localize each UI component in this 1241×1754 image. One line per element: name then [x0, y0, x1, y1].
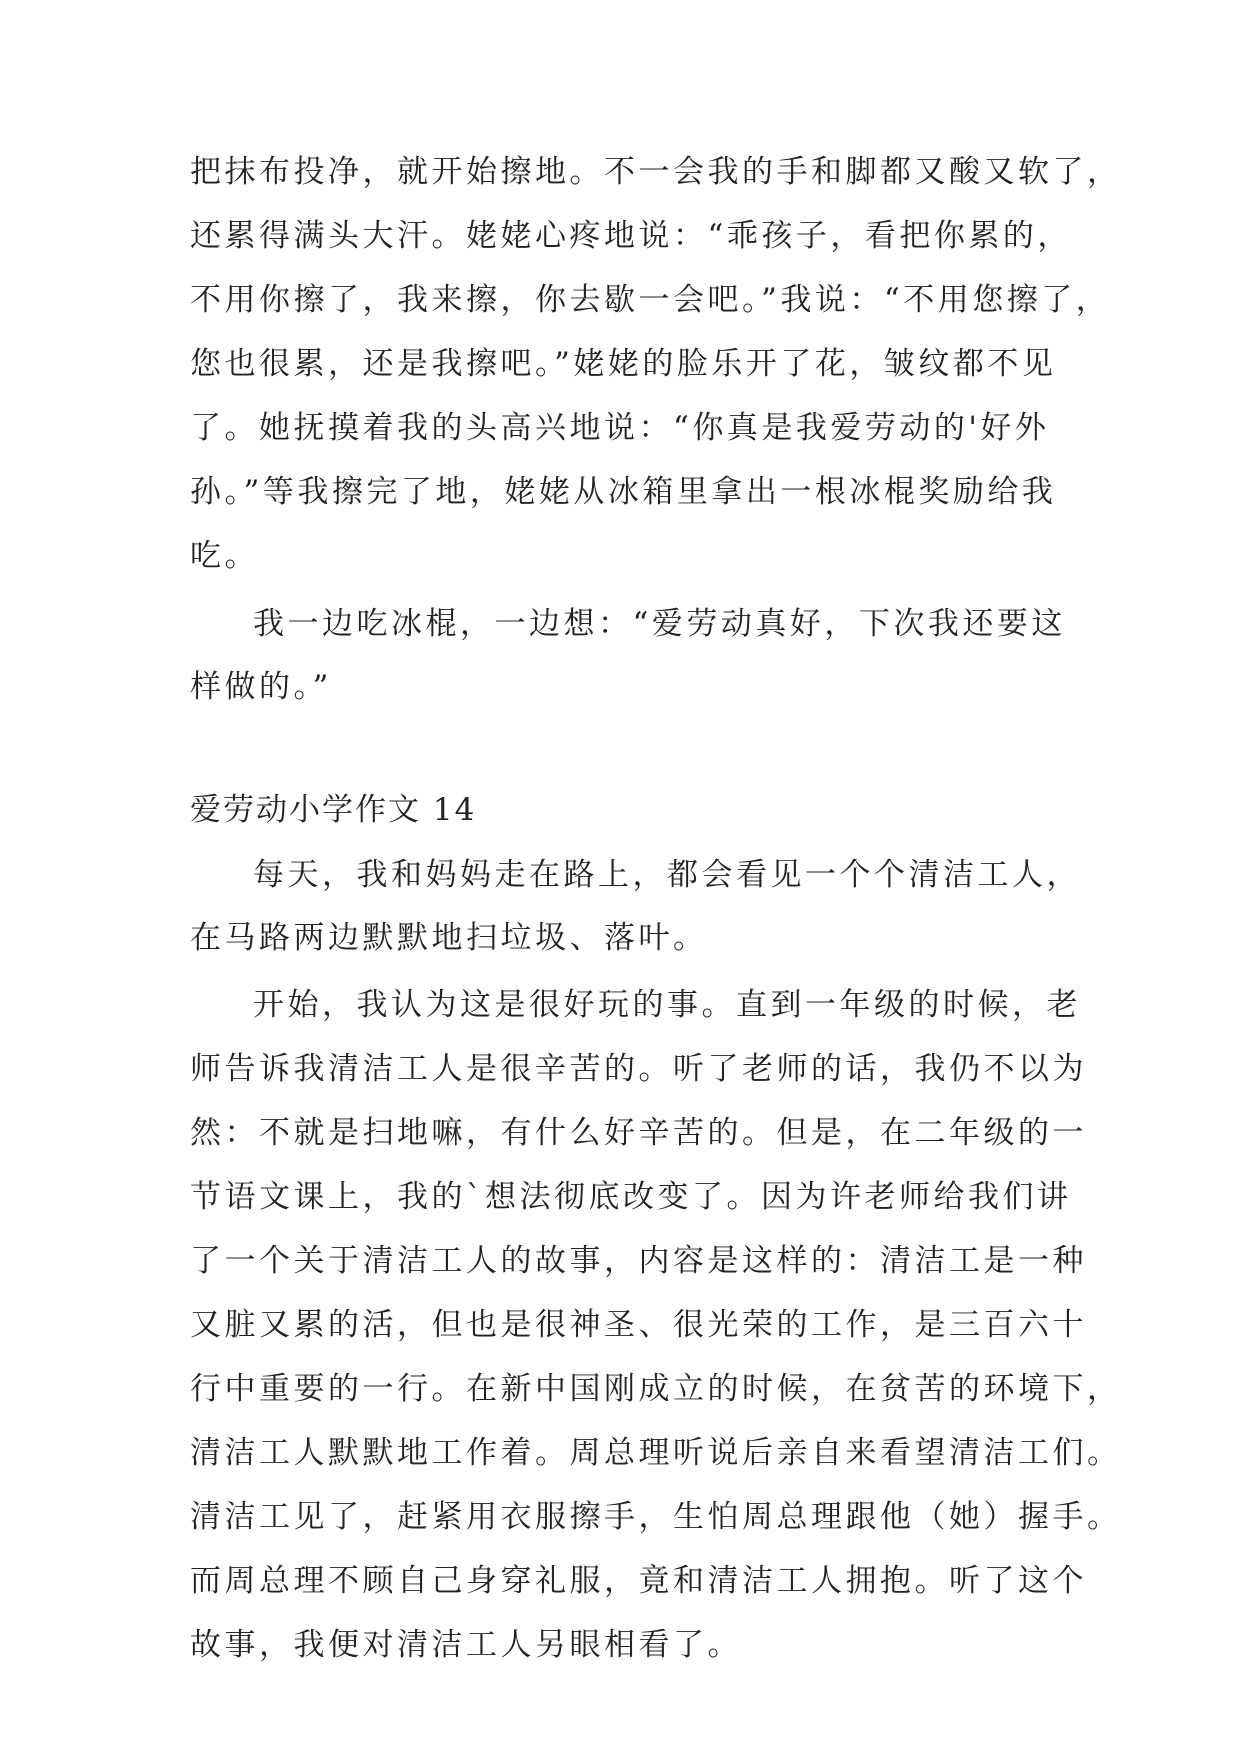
paragraph-1-line-5: 了。她抚摸着我的头高兴地说：“你真是我爱劳动的'好外	[190, 410, 1050, 446]
paragraph-4-line-7: 行中重要的一行。在新中国刚成立的时候，在贫苦的环境下，	[190, 1371, 1122, 1407]
paragraph-1-line-3: 不用你擦了，我来擦，你去歇一会吧。”我说：“不用您擦了，	[190, 282, 1111, 318]
paragraph-1-line-6: 孙。”等我擦完了地，姥姥从冰箱里拿出一根冰棍奖励给我	[190, 474, 1057, 510]
paragraph-4-line-1: 开始，我认为这是很好玩的事。直到一年级的时候，老	[253, 987, 1081, 1023]
paragraph-1-line-1: 把抹布投净，就开始擦地。不一会我的手和脚都又酸又软了，	[190, 154, 1122, 190]
paragraph-4-line-8: 清洁工人默默地工作着。周总理听说后亲自来看望清洁工们。	[190, 1435, 1122, 1471]
paragraph-1-line-7: 吃。	[190, 538, 259, 574]
paragraph-4-line-3: 然：不就是扫地嘛，有什么好辛苦的。但是，在二年级的一	[190, 1115, 1087, 1151]
paragraph-3-line-2: 在马路两边默默地扫垃圾、落叶。	[190, 920, 708, 956]
paragraph-4-line-10: 而周总理不顾自己身穿礼服，竟和清洁工人拥抱。听了这个	[190, 1563, 1087, 1599]
paragraph-1-line-4: 您也很累，还是我擦吧。”姥姥的脸乐开了花，皱纹都不见	[190, 346, 1057, 382]
paragraph-2-line-1: 我一边吃冰棍，一边想：“爱劳动真好，下次我还要这	[253, 606, 1066, 642]
paragraph-4-line-11: 故事，我便对清洁工人另眼相看了。	[190, 1627, 742, 1663]
paragraph-4-line-4: 节语文课上，我的`想法彻底改变了。因为许老师给我们讲	[190, 1179, 1072, 1215]
paragraph-1-line-2: 还累得满头大汗。姥姥心疼地说：“乖孩子，看把你累的，	[190, 218, 1072, 254]
paragraph-4-line-2: 师告诉我清洁工人是很辛苦的。听了老师的话，我仍不以为	[190, 1051, 1087, 1087]
paragraph-4-line-6: 又脏又累的活，但也是很神圣、很光荣的工作，是三百六十	[190, 1307, 1087, 1343]
paragraph-2-line-2: 样做的。”	[190, 669, 332, 705]
paragraph-3-line-1: 每天，我和妈妈走在路上，都会看见一个个清洁工人，	[253, 857, 1081, 893]
section-title: 爱劳动小学作文 14	[190, 792, 477, 828]
paragraph-4-line-9: 清洁工见了，赶紧用衣服擦手，生怕周总理跟他（她）握手。	[190, 1499, 1122, 1535]
paragraph-4-line-5: 了一个关于清洁工人的故事，内容是这样的：清洁工是一种	[190, 1243, 1087, 1279]
